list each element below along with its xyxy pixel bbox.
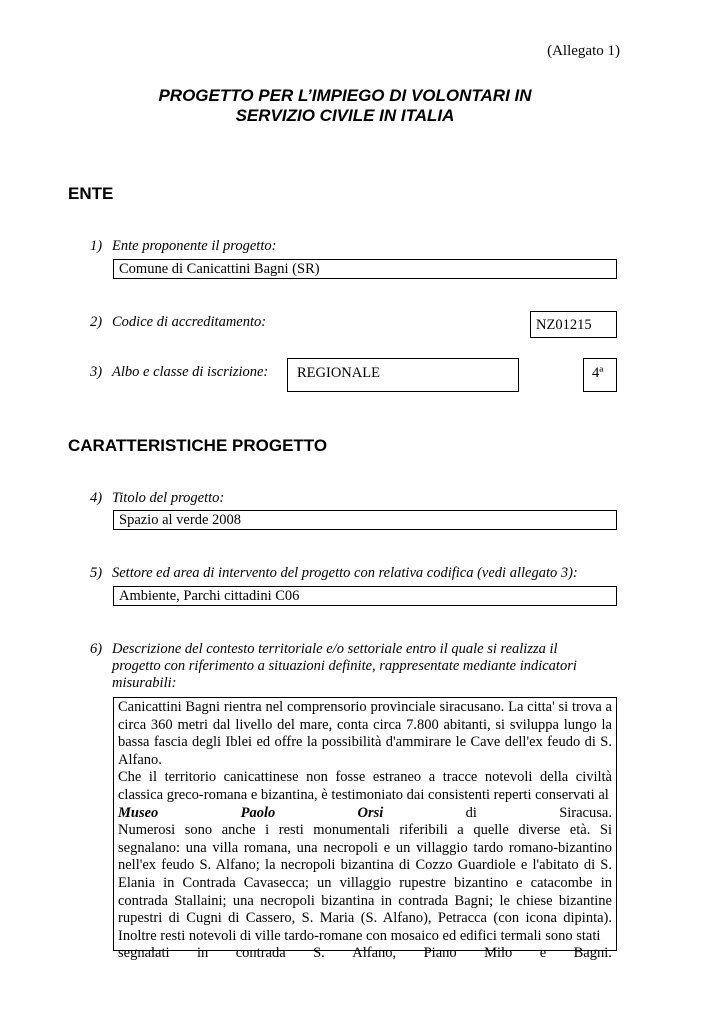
question-text-line-2: progetto con riferimento a situazioni definite, rappresentate mediante indicatori — [112, 658, 577, 674]
contesto-territoriale-box — [113, 697, 617, 962]
albo-field: REGIONALE — [287, 358, 519, 392]
last-word-6: Piano — [423, 945, 457, 962]
question-text-line-1: Descrizione del contesto territoriale e/o settoriale entro il quale si realizza il — [112, 641, 558, 657]
last-word-5: Alfano, — [352, 945, 397, 962]
ente-proponente-field: Comune di Canicattini Bagni (SR) — [113, 259, 617, 279]
di-word: di — [465, 804, 477, 821]
orsi-word: Orsi — [357, 804, 384, 821]
question-text-line-3: misurabili: — [112, 675, 177, 691]
question-1-label — [90, 238, 276, 255]
question-4-label — [90, 490, 224, 507]
siracusa-word: Siracusa. — [559, 804, 612, 821]
museo-line — [118, 805, 612, 823]
question-6-label — [90, 641, 577, 692]
titolo-progetto-field: Spazio al verde 2008 — [113, 510, 617, 530]
question-5-label — [90, 565, 578, 582]
question-number: 5) — [90, 565, 103, 581]
question-text: Ente proponente il progetto: — [112, 238, 277, 254]
last-word-2: in — [197, 945, 209, 962]
last-word-8: e — [539, 945, 547, 962]
title-line-2: SERVIZIO CIVILE IN ITALIA — [235, 106, 455, 125]
last-line — [118, 945, 612, 963]
section-heading-ente: ENTE — [68, 184, 114, 203]
settore-area-field: Ambiente, Parchi cittadini C06 — [113, 586, 617, 606]
question-2-label — [90, 314, 266, 331]
allegato-label: (Allegato 1) — [547, 43, 620, 59]
question-3-label — [90, 364, 268, 381]
question-text: Settore ed area di intervento del progetto con relativa codifica (vedi allegato 3): — [112, 565, 578, 581]
question-number: 2) — [90, 314, 103, 330]
question-number: 3) — [90, 364, 103, 380]
classe-field: 4ª — [583, 358, 617, 392]
question-number: 4) — [90, 490, 103, 506]
question-text: Codice di accreditamento: — [112, 314, 267, 330]
section-heading-caratteristiche: CARATTERISTICHE PROGETTO — [68, 436, 328, 455]
page-title — [0, 86, 690, 126]
last-word-3: contrada — [235, 945, 286, 962]
paragraph-3: Numerosi sono anche i resti monumentali riferibili a quelle diverse età. Si segnalano: una villa romana, una necropoli e un villaggio tardo romano-bizantino nell'ex feudo S. Alfano; la necropoli bizantina di Cozzo Guardiole e l'abitato di S. Elania in Contrada Cavasecca; un villaggio rupestre bizantino e catacombe in contrada Stallaini; una necropoli bizantina in contrada Bagni; le chiese bizantine rupestri di Cugni di Cassero, S. Maria (S. Alfano), Petracca (con icona dipinta). Inoltre resti notevoli di ville tardo-romane con mosaico ed edifici termali sono stati — [118, 822, 612, 944]
question-text: Titolo del progetto: — [112, 490, 225, 506]
museo-word: Museo — [118, 804, 159, 821]
paragraph-2: Che il territorio canicattinese non fosse estraneo a tracce notevoli della civiltà classica greco-romana e bizantina, è testimoniato dai consistenti reperti conservati al — [118, 769, 612, 803]
question-number: 6) — [90, 641, 103, 657]
codice-accreditamento-field: NZ01215 — [530, 311, 617, 338]
question-number: 1) — [90, 238, 103, 254]
title-line-1: PROGETTO PER L’IMPIEGO DI VOLONTARI IN — [158, 86, 532, 105]
question-text: Albo e classe di iscrizione: — [112, 364, 269, 380]
last-word-7: Milo — [484, 945, 513, 962]
paolo-word: Paolo — [240, 804, 276, 821]
last-word-9: Bagni. — [573, 945, 612, 962]
last-word-4: S. — [313, 945, 325, 962]
paragraph-1: Canicattini Bagni rientra nel comprensorio provinciale siracusano. La citta' si trova a circa 360 metri dal livello del mare, conta circa 7.800 abitanti, si sviluppa lungo la bassa fascia degli Iblei ed offre la possibilità d'ammirare le Cave dell'ex feudo di S. Alfano. — [118, 699, 612, 768]
last-word-1: segnalati — [118, 945, 170, 962]
